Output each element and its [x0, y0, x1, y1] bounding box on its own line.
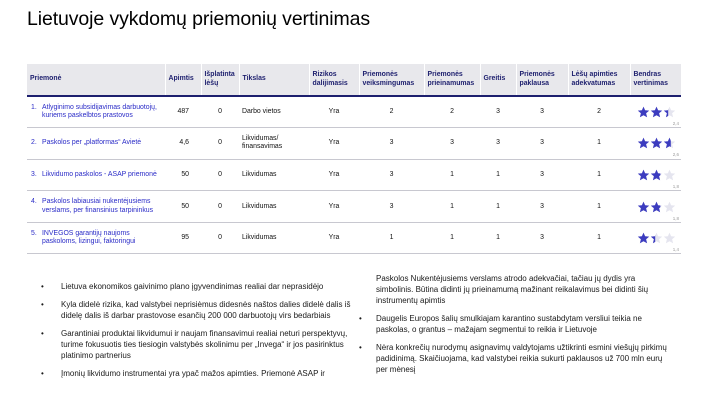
measure-number: 2. — [31, 139, 37, 147]
effectiveness-cell: 2 — [359, 96, 424, 128]
demand-cell: 3 — [516, 128, 568, 160]
effectiveness-cell: 3 — [359, 128, 424, 160]
demand-cell: 3 — [516, 222, 568, 254]
demand-cell: 3 — [516, 96, 568, 128]
bullet-item: • Nėra konkrečių nurodymų asignavimų valdytojams užtikrinti esmini viešųjų pirkimų padidinimą. Skaičiuojama, kad valstybei reikia sukurti paklausos už 700 mln eurų per mėnesį — [359, 342, 667, 374]
column-header: Priemonės veiksmingumas — [359, 64, 424, 96]
goal-cell: Likvidumas/ finansavimas — [239, 128, 309, 160]
apimtis-cell: 95 — [165, 222, 201, 254]
overall-rating-cell — [630, 128, 681, 160]
star-icon — [663, 137, 676, 149]
star-icon — [663, 201, 676, 213]
measure-number: 4. — [31, 198, 37, 206]
goal-cell: Darbo vietos — [239, 96, 309, 128]
distributed-cell: 0 — [201, 191, 239, 223]
goal-cell: Likvidumas — [239, 222, 309, 254]
distributed-cell: 0 — [201, 96, 239, 128]
measure-name-cell — [27, 96, 165, 128]
table-header-row — [27, 64, 681, 96]
rating-score: 1,8 — [672, 215, 679, 221]
adequacy-cell: 2 — [568, 96, 630, 128]
table-row — [27, 191, 681, 223]
distributed-cell: 0 — [201, 159, 239, 191]
star-icon — [663, 106, 676, 118]
column-header: Rizikos dalijimasis — [309, 64, 359, 96]
rating-score: 2,4 — [672, 120, 679, 126]
effectiveness-cell: 1 — [359, 222, 424, 254]
apimtis-cell: 487 — [165, 96, 201, 128]
rating-score: 1,4 — [672, 247, 679, 253]
apimtis-cell: 50 — [165, 191, 201, 223]
measure-name: Paskolos per „platformas“ Avietė — [42, 139, 142, 147]
rating-score: 2,6 — [672, 152, 679, 158]
star-icon — [650, 106, 663, 118]
measure-number: 5. — [31, 230, 37, 238]
speed-cell: 1 — [480, 159, 516, 191]
star-icon — [637, 232, 650, 244]
rating-score: 1,8 — [672, 183, 679, 189]
column-header: Priemonės prieinamumas — [424, 64, 480, 96]
risk-sharing-cell: Yra — [309, 159, 359, 191]
evaluation-table — [27, 64, 681, 254]
star-icon — [650, 232, 663, 244]
left-bullet-list — [41, 282, 351, 387]
star-icon — [637, 201, 650, 213]
measure-name-cell — [27, 191, 165, 223]
measure-number: 1. — [31, 103, 37, 111]
apimtis-cell: 50 — [165, 159, 201, 191]
adequacy-cell: 1 — [568, 128, 630, 160]
star-icon — [650, 201, 663, 213]
measure-name: Likvidumo paskolos - ASAP priemonė — [42, 170, 157, 178]
column-header: Apimtis — [165, 64, 201, 96]
overall-rating-cell — [630, 159, 681, 191]
intro-paragraph: Paskolos Nukentėjusiems verslams atrodo adekvačiai, tačiau jų dydis yra simbolinis. Būtina didinti jų prieinamumą mažinant reikalavimus bei didinti šių instrumentų apimtis — [376, 274, 649, 305]
star-rating — [633, 232, 678, 244]
measure-name-cell — [27, 159, 165, 191]
star-icon — [650, 137, 663, 149]
accessibility-cell: 1 — [424, 159, 480, 191]
measure-name-cell — [27, 222, 165, 254]
distributed-cell: 0 — [201, 222, 239, 254]
column-header: Bendras vertinimas — [630, 64, 681, 96]
accessibility-cell: 3 — [424, 128, 480, 160]
demand-cell: 3 — [516, 191, 568, 223]
distributed-cell: 0 — [201, 128, 239, 160]
risk-sharing-cell: Yra — [309, 128, 359, 160]
overall-rating-cell — [630, 191, 681, 223]
measure-name: Paskolos labiausiai nukentėjusiems verslams, per finansinius tarpininkus — [42, 198, 154, 214]
column-header: Tikslas — [239, 64, 309, 96]
column-header: Greitis — [480, 64, 516, 96]
accessibility-cell: 1 — [424, 222, 480, 254]
page-title: Lietuvoje vykdomų priemonių vertinimas — [27, 8, 371, 30]
star-rating — [633, 201, 678, 213]
speed-cell: 3 — [480, 96, 516, 128]
right-bullet-list — [359, 274, 668, 383]
star-rating — [633, 106, 678, 118]
table-row — [27, 222, 681, 254]
adequacy-cell: 1 — [568, 191, 630, 223]
speed-cell: 1 — [480, 222, 516, 254]
accessibility-cell: 1 — [424, 191, 480, 223]
risk-sharing-cell: Yra — [309, 96, 359, 128]
bullet-item: • Daugelis Europos šalių smulkiajam karantino sustabdytam versliui teikia ne paskolas, o grantus – mažajam segmentui to reikia ir Lietuvoje — [359, 313, 642, 334]
measure-name: INVEGOS garantijų naujoms paskoloms, lizingui, faktoringui — [42, 230, 136, 246]
apimtis-cell: 4,6 — [165, 128, 201, 160]
star-icon — [637, 106, 650, 118]
column-header: Priemonės paklausa — [516, 64, 568, 96]
table-row — [27, 128, 681, 160]
column-header: Priemonė — [27, 64, 165, 96]
star-rating — [633, 137, 678, 149]
effectiveness-cell: 3 — [359, 159, 424, 191]
speed-cell: 3 — [480, 128, 516, 160]
column-header: Lėšų apimties adekvatumas — [568, 64, 630, 96]
overall-rating-cell — [630, 96, 681, 128]
bullet-item: • Lietuva ekonomikos gaivinimo plano įgyvendinimas realiai dar neprasidėjo — [41, 282, 324, 291]
goal-cell: Likvidumas — [239, 191, 309, 223]
bullet-item: • Įmonių likvidumo instrumentai yra ypač mažos apimties. Priemonė ASAP ir — [41, 368, 325, 378]
demand-cell: 3 — [516, 159, 568, 191]
table-row — [27, 159, 681, 191]
goal-cell: Likvidumas — [239, 159, 309, 191]
star-icon — [637, 137, 650, 149]
star-icon — [637, 169, 650, 181]
star-icon — [663, 232, 676, 244]
star-icon — [663, 169, 676, 181]
star-icon — [650, 169, 663, 181]
bullet-item: • Kyla didelė rizika, kad valstybei neprisiėmus didesnės naštos dalies didelė dalis iš didelę dalis iš darbar prastovose esančių 200 000 darbuotojų virs bedarbiais — [41, 299, 351, 320]
measure-number: 3. — [31, 170, 37, 178]
adequacy-cell: 1 — [568, 222, 630, 254]
column-header: Išplatinta lėšų — [201, 64, 239, 96]
bullet-item: • Garantiniai produktai likvidumui ir naujam finansavimui realiai neturi perspektyvų, turime fokusuotis ties tiesiogin valstybės skolinimu per „Invega“ ir jos pasirinktus platinimo partnerius — [41, 328, 348, 360]
table-row — [27, 96, 681, 128]
adequacy-cell: 1 — [568, 159, 630, 191]
star-rating — [633, 169, 678, 181]
measure-name: Atlyginimo subsidijavimas darbuotojų, kuriems paskelbtos prastovos — [42, 103, 157, 120]
measure-name-cell — [27, 128, 165, 160]
overall-rating-cell — [630, 222, 681, 254]
effectiveness-cell: 3 — [359, 191, 424, 223]
risk-sharing-cell: Yra — [309, 222, 359, 254]
risk-sharing-cell: Yra — [309, 191, 359, 223]
accessibility-cell: 2 — [424, 96, 480, 128]
speed-cell: 1 — [480, 191, 516, 223]
